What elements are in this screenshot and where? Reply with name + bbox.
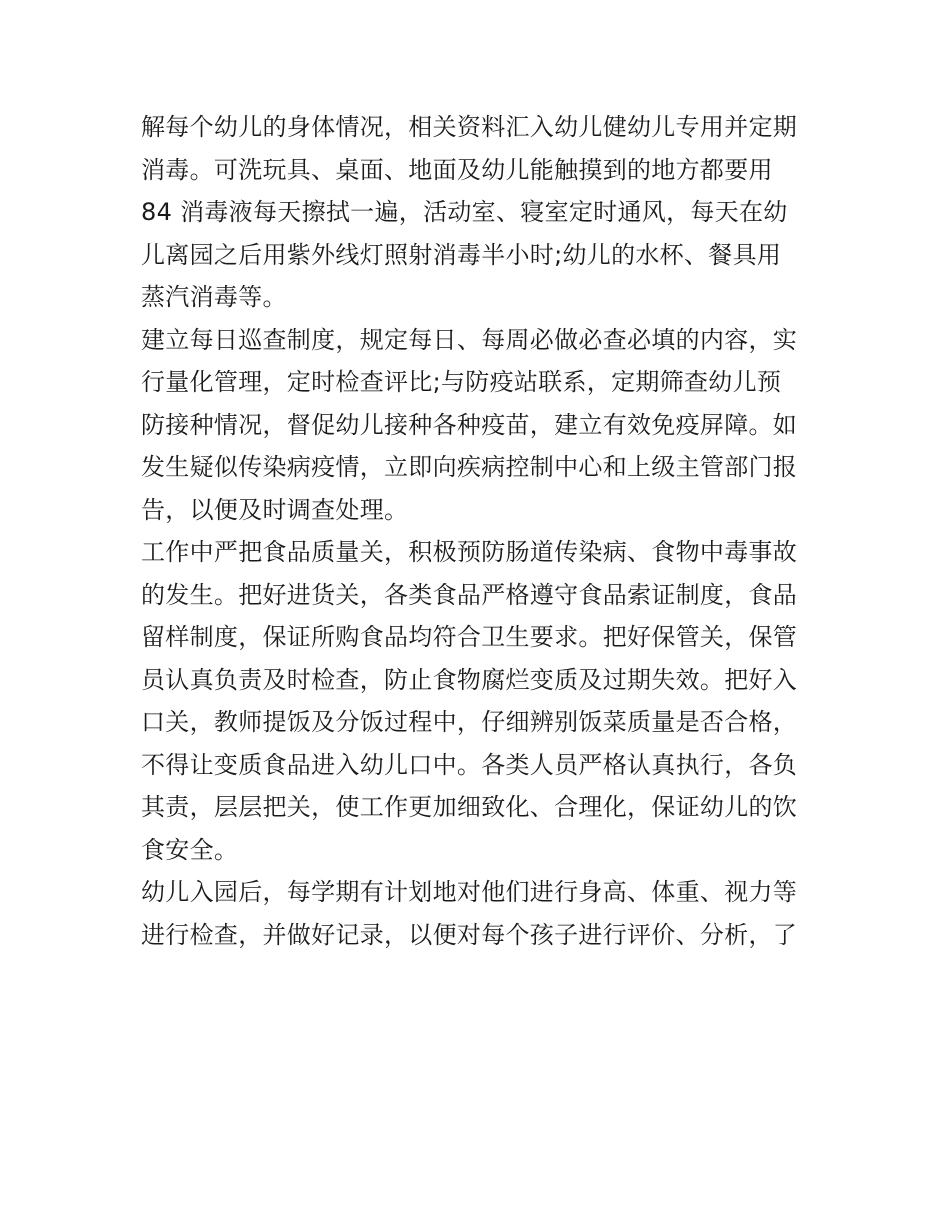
text-line: 留样制度，保证所购食品均符合卫生要求。把好保管关，保管 xyxy=(141,623,798,651)
paragraph-4 xyxy=(141,871,817,956)
text-line: 消毒。可洗玩具、桌面、地面及幼儿能触摸到的地方都要用 xyxy=(141,155,773,184)
text-line: 84 消毒液每天擦拭一遍，活动室、寝室定时通风，每天在幼 xyxy=(141,198,788,226)
paragraph-2 xyxy=(141,319,817,532)
text-line: 蒸汽消毒等。 xyxy=(141,283,287,311)
text-line: 行量化管理，定时检查评比;与防疫站联系，定期筛查幼儿预 xyxy=(141,368,782,396)
text-line: 食安全。 xyxy=(141,835,239,864)
text-line: 告，以便及时调查处理。 xyxy=(141,495,409,524)
text-line: 其责，层层把关，使工作更加细致化、合理化，保证幼儿的饮 xyxy=(141,793,798,821)
paragraph-1 xyxy=(141,106,817,319)
text-line: 口关，教师提饭及分饭过程中，仔细辨别饭菜质量是否合格， xyxy=(141,708,798,736)
text-line: 防接种情况，督促幼儿接种各种疫苗，建立有效免疫屏障。如 xyxy=(141,410,798,439)
paragraph-3 xyxy=(141,531,817,871)
text-line: 建立每日巡查制度，规定每日、每周必做必查必填的内容，实 xyxy=(141,325,798,354)
text-line: 不得让变质食品进入幼儿口中。各类人员严格认真执行，各负 xyxy=(141,750,798,779)
text-line: 的发生。把好进货关，各类食品严格遵守食品索证制度，食品 xyxy=(141,580,798,609)
text-line: 发生疑似传染病疫情，立即向疾病控制中心和上级主管部门报 xyxy=(141,453,798,481)
text-line: 儿离园之后用紫外线灯照射消毒半小时;幼儿的水杯、餐具用 xyxy=(141,240,782,269)
text-line: 幼儿入园后，每学期有计划地对他们进行身高、体重、视力等 xyxy=(141,878,798,906)
text-line: 进行检查，并做好记录，以便对每个孩子进行评价、分析，了 xyxy=(141,920,798,949)
document-body xyxy=(141,106,817,956)
text-line: 解每个幼儿的身体情况，相关资料汇入幼儿健幼儿专用并定期 xyxy=(141,113,798,141)
text-line: 员认真负责及时检查，防止食物腐烂变质及过期失效。把好入 xyxy=(141,665,798,694)
text-line: 工作中严把食品质量关，积极预防肠道传染病、食物中毒事故 xyxy=(141,538,798,566)
